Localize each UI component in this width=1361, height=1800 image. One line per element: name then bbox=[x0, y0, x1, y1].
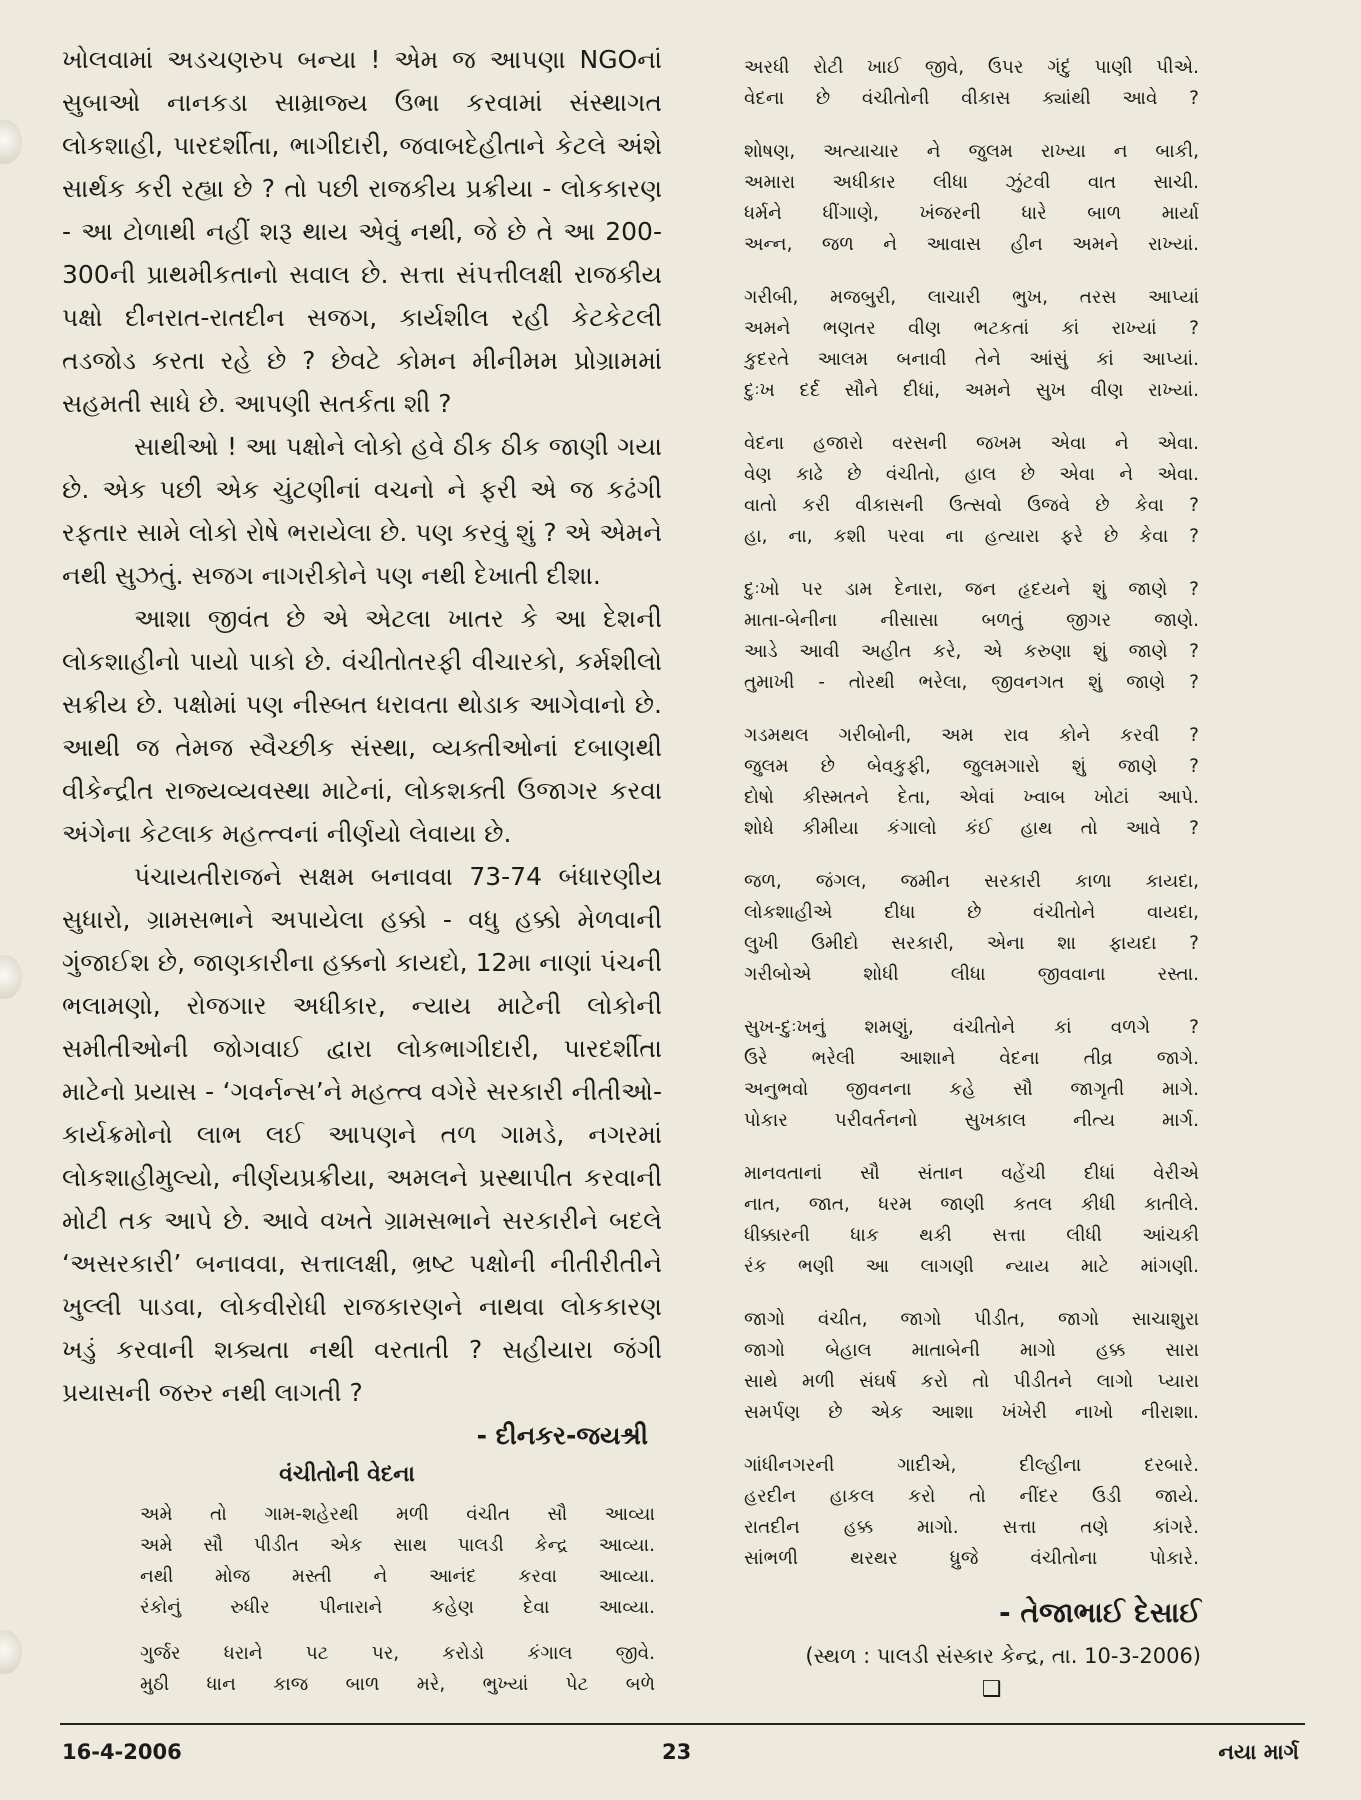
poem-line: કુદરતે આલમ બનાવી તેને આંસું કાં આપ્યાં. bbox=[744, 349, 1199, 370]
right-column-poem bbox=[744, 52, 1199, 1702]
left-column bbox=[62, 38, 662, 1715]
poem-line: શોધે કીમીયા કંગાલો કંઈ હાથ તો આવે ? bbox=[744, 818, 1199, 839]
poem-line: રંક ભણી આ લાગણી ન્યાય માટે માંગણી. bbox=[744, 1256, 1199, 1277]
poem-line: હરદીન હાકલ કરો તો નીંદર ઉડી જાયે. bbox=[744, 1486, 1199, 1507]
poem-stanza bbox=[744, 52, 1199, 114]
poem-line: માનવતાનાં સૌ સંતાન વહેંચી દીધાં વેરીએ bbox=[744, 1163, 1199, 1184]
poem-line: મુઠી ધાન કાજ બાળ મરે, ભુખ્યાં પેટ બળે bbox=[140, 1674, 655, 1695]
poem-stanza bbox=[744, 428, 1199, 552]
poem-line: અનુભવો જીવનના કહે સૌ જાગૃતી માગે. bbox=[744, 1079, 1199, 1100]
poem-line: સુખ-દુઃખનું શમણું, વંચીતોને કાં વળગે ? bbox=[744, 1017, 1199, 1038]
poem-line: શોષણ, અત્યાચાર ને જુલમ રાખ્યા ન બાકી, bbox=[744, 141, 1199, 162]
poem-line: વેદના છે વંચીતોની વીકાસ ક્યાંથી આવે ? bbox=[744, 88, 1199, 109]
poem-line: આડે આવી અહીત કરે, એ કરુણા શું જાણે ? bbox=[744, 641, 1199, 662]
article-signature: - દીનકર-જયશ્રી bbox=[476, 1421, 648, 1450]
poem-line: ધીક્કારની ધાક થકી સત્તા લીધી આંચકી bbox=[744, 1225, 1199, 1246]
poem-line: ગાંધીનગરની ગાદીએ, દીલ્હીના દરબારે. bbox=[744, 1455, 1199, 1476]
poem-line: વાતો કરી વીકાસની ઉત્સવો ઉજવે છે કેવા ? bbox=[744, 495, 1199, 516]
poem-line: લુખી ઉમીદો સરકારી, એના શા ફાયદા ? bbox=[744, 933, 1199, 954]
poem-line: માતા-બેનીના નીસાસા બળતું જીગર જાણે. bbox=[744, 610, 1199, 631]
poem-line: નાત, જાત, ધરમ જાણી કતલ કીધી કાતીલે. bbox=[744, 1194, 1199, 1215]
poem-line: અમારા અધીકાર લીધા ઝુંટવી વાત સાચી. bbox=[744, 172, 1199, 193]
footer-date: 16-4-2006 bbox=[62, 1740, 182, 1764]
poem-line: ગુર્જર ધરાને પટ પર, કરોડો કંગાલ જીવે. bbox=[140, 1643, 655, 1664]
poem-stanza bbox=[744, 866, 1199, 990]
poem-stanza bbox=[744, 1304, 1199, 1428]
poem-line: ગરીબી, મજબુરી, લાચારી ભુખ, તરસ આપ્યાં bbox=[744, 287, 1199, 308]
footer-rule bbox=[60, 1723, 1305, 1725]
poem-line: દુઃખ દર્દ સૌને દીધાં, અમને સુખ વીણ રાખ્યાં. bbox=[744, 380, 1199, 401]
poem-line: દુઃખો પર ડામ દેનારા, જન હૃદયને શું જાણે ? bbox=[744, 579, 1199, 600]
poem-line: પોકાર પરીવર્તનનો સુખકાલ નીત્ય માર્ગ. bbox=[744, 1110, 1199, 1131]
punch-hole bbox=[0, 1630, 22, 1674]
poem-stanza bbox=[744, 136, 1199, 260]
poem-stanza bbox=[140, 1638, 655, 1700]
poem-author: - તેજાભાઈ દેસાઈ bbox=[999, 1596, 1201, 1629]
poem-line: જાગો બેહાલ માતાબેની માગો હક્ક સારા bbox=[744, 1340, 1199, 1361]
poem-line: સાથે મળી સંઘર્ષ કરો તો પીડીતને લાગો પ્યારા bbox=[744, 1371, 1199, 1392]
poem-line: અન્ન, જળ ને આવાસ હીન અમને રાખ્યાં. bbox=[744, 234, 1199, 255]
poem-stanza bbox=[744, 282, 1199, 406]
poem-line: સમર્પણ છે એક આશા ખંખેરી નાખો નીરાશા. bbox=[744, 1402, 1199, 1423]
poem-line: જાગો વંચીત, જાગો પીડીત, જાગો સાચાશુરા bbox=[744, 1309, 1199, 1330]
poem-line: હા, ના, કશી પરવા ના હત્યારા ફરે છે કેવા ? bbox=[744, 526, 1199, 547]
article-paragraph: ખોલવામાં અડચણરુપ બન્યા ! એમ જ આપણા NGOનાં સુબાઓ નાનકડા સામ્રાજ્ય ઉભા કરવામાં સંસ્થાગત લોકશાહી, પારદર્શીતા, ભાગીદારી, જવાબદેહીતાને કેટલે અંશે સાર્થક કરી રહ્યા છે ? તો પછી રાજકીય પ્રક્રીયા - લોકકારણ - આ ટોળાથી નહીં શરૂ થાય એવું નથી, જે છે તે આ 200-300ની પ્રાથમીકતાનો સવાલ છે. સત્તા સંપત્તીલક્ષી રાજકીય પક્ષો દીનરાત-રાતદીન સજગ, કાર્યશીલ રહી કેટકેટલી તડજોડ કરતા રહે છે ? છેવટે કોમન મીનીમમ પ્રોગ્રામમાં સહમતી સાધે છે. આપણી સતર્કતા શી ? bbox=[62, 45, 662, 418]
poem-line: વેણ કાઢે છે વંચીતો, હાલ છે એવા ને એવા. bbox=[744, 464, 1199, 485]
end-square-icon: ❑ bbox=[981, 1677, 1002, 1702]
poem-stanza bbox=[744, 574, 1199, 698]
punch-hole bbox=[0, 120, 22, 164]
punch-hole bbox=[0, 955, 22, 999]
poem-line: જુલમ છે બેવકુફી, જુલમગારો શું જાણે ? bbox=[744, 756, 1199, 777]
poem-line: લોકશાહીએ દીધા છે વંચીતોને વાયદા, bbox=[744, 902, 1199, 923]
poem-line: ધર્મને ધીંગાણે, ખંજરની ધારે બાળ માર્યા bbox=[744, 203, 1199, 224]
poem-title: વંચીતોની વેદના bbox=[279, 1462, 415, 1487]
poem-line: અમે સૌ પીડીત એક સાથ પાલડી કેન્દ્ર આવ્યા. bbox=[140, 1535, 655, 1556]
poem-left-part bbox=[140, 1499, 655, 1700]
article-paragraph: સાથીઓ ! આ પક્ષોને લોકો હવે ઠીક ઠીક જાણી ગયા છે. એક પછી એક ચુંટણીનાં વચનો ને ફરી એ જ કઢંગી રફતાર સામે લોકો રોષે ભરાયેલા છે. પણ કરવું શું ? એ એમને નથી સુઝતું. સજગ નાગરીકોને પણ નથી દેખાતી દીશા. bbox=[62, 432, 662, 590]
magazine-name: નયા માર્ગ bbox=[1218, 1740, 1299, 1764]
poem-stanza bbox=[140, 1499, 655, 1623]
poem-line: વેદના હજારો વરસની જખમ એવા ને એવા. bbox=[744, 433, 1199, 454]
poem-stanza bbox=[744, 720, 1199, 844]
poem-line: રંકોનું રુધીર પીનારાને કહેણ દેવા આવ્યા. bbox=[140, 1597, 655, 1618]
article-paragraph: પંચાયતીરાજને સક્ષમ બનાવવા 73-74 બંધારણીય સુધારો, ગ્રામસભાને અપાયેલા હક્કો - વધુ હક્કો મેળવાની ગુંજાઈશ છે, જાણકારીના હક્કનો કાયદો, 12મા નાણાં પંચની ભલામણો, રોજગાર અધીકાર, ન્યાય માટેની લોકોની સમીતીઓની જોગવાઈ દ્વારા લોકભાગીદારી, પારદર્શીતા માટેનો પ્રયાસ - ‘ગવર્નન્સ’ને મહત્ત્વ વગેરે સરકારી નીતીઓ-કાર્યક્રમોનો લાભ લઈ આપણને તળ ગામડે, નગરમાં લોકશાહીમુલ્યો, નીર્ણયપ્રક્રીયા, અમલને પ્રસ્થાપીત કરવાની મોટી તક આપે છે. આવે વખતે ગ્રામસભાને સરકારીને બદલે ‘અસરકારી’ બનાવવા, સત્તાલક્ષી, ભ્રષ્ટ પક્ષોની નીતીરીતીને ખુલ્લી પાડવા, લોકવીરોધી રાજકારણને નાથવા લોકકારણ ખડું કરવાની શક્યતા નથી વરતાતી ? સહીયારા જંગી પ્રયાસની જરુર નથી લાગતી ? bbox=[62, 862, 662, 1407]
article-paragraph: આશા જીવંત છે એ એટલા ખાતર કે આ દેશની લોકશાહીનો પાયો પાકો છે. વંચીતોતરફી વીચારકો, કર્મશીલો સક્રીય છે. પક્ષોમાં પણ નીસ્બત ધરાવતા થોડાક આગેવાનો છે. આથી જ તેમજ સ્વૈચ્છીક સંસ્થા, વ્યક્તીઓનાં દબાણથી વીકેન્દ્રીત રાજ્યવ્યવસ્થા માટેનાં, લોકશક્તી ઉજાગર કરવા અંગેના કેટલાક મહત્ત્વનાં નીર્ણયો લેવાયા છે. bbox=[62, 604, 662, 848]
poem-line: અમને ભણતર વીણ ભટકતાં કાં રાખ્યાં ? bbox=[744, 318, 1199, 339]
poem-line: તુમાખી - તોરથી ભરેલા, જીવનગત શું જાણે ? bbox=[744, 672, 1199, 693]
page-number: 23 bbox=[662, 1740, 692, 1764]
poem-line: જળ, જંગલ, જમીન સરકારી કાળા કાયદા, bbox=[744, 871, 1199, 892]
poem-line: અમે તો ગામ-શહેરથી મળી વંચીત સૌ આવ્યા bbox=[140, 1504, 655, 1525]
poem-stanza bbox=[744, 1158, 1199, 1282]
poem-line: રાતદીન હક્ક માગો. સત્તા તણે કાંગરે. bbox=[744, 1517, 1199, 1538]
poem-line: સાંભળી થરથર ધ્રુજે વંચીતોના પોકારે. bbox=[744, 1548, 1199, 1569]
place-date-note: (સ્થળ : પાલડી સંસ્કાર કેન્દ્ર, તા. 10-3-2006) bbox=[805, 1644, 1201, 1668]
poem-stanza bbox=[744, 1450, 1199, 1574]
poem-stanza bbox=[744, 1012, 1199, 1136]
poem-line: ગડમથલ ગરીબોની, અમ રાવ કોને કરવી ? bbox=[744, 725, 1199, 746]
poem-line: અરધી રોટી ખાઈ જીવે, ઉપર ગંદું પાણી પીએ. bbox=[744, 57, 1199, 78]
poem-line: ગરીબોએ શોધી લીધા જીવવાના રસ્તા. bbox=[744, 964, 1199, 985]
poem-line: દોષો કીસ્મતને દેતા, એવાં ખ્વાબ ખોટાં આપે. bbox=[744, 787, 1199, 808]
poem-line: નથી મોજ મસ્તી ને આનંદ કરવા આવ્યા. bbox=[140, 1566, 655, 1587]
poem-line: ઉરે ભરેલી આશાને વેદના તીવ્ર જાગે. bbox=[744, 1048, 1199, 1069]
